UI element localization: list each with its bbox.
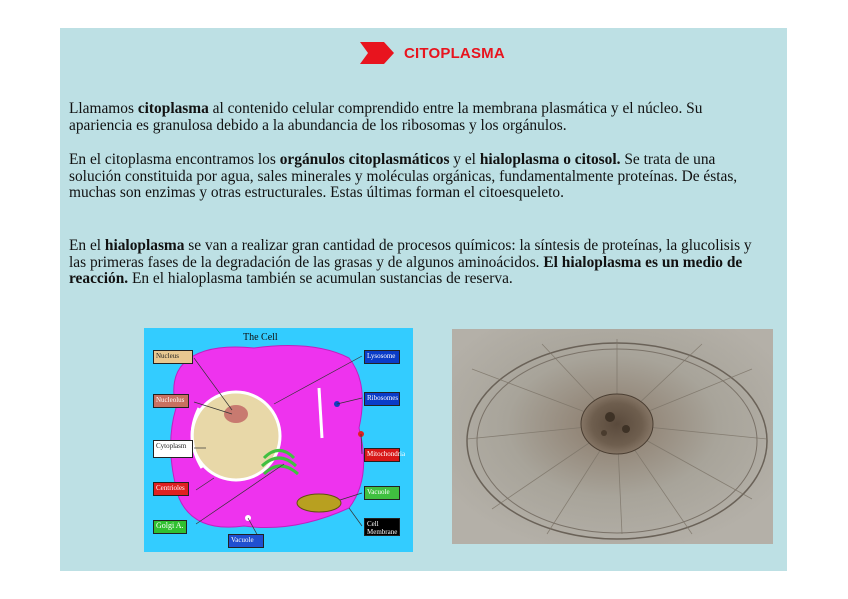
label-cell-membrane: Cell Membrane	[364, 518, 400, 536]
label-vacuole: Vacuole	[364, 486, 400, 500]
label-cytoplasm: Cytoplasm	[153, 440, 193, 458]
paragraph-3	[69, 238, 769, 288]
page-title: CITOPLASMA	[404, 44, 505, 62]
label-centrioles: Centrioles	[153, 482, 189, 496]
chevron-arrow-icon	[360, 42, 394, 64]
p3-segment: En el	[69, 237, 105, 254]
paragraph-2	[69, 152, 769, 202]
p2-segment: hialoplasma o citosol.	[479, 151, 621, 168]
p3-segment: El hialoplasma es un medio de reacción.	[69, 253, 743, 287]
cell-diagram-image	[144, 328, 413, 552]
label-nucleus: Nucleus	[153, 350, 193, 364]
p3-segment: se van a realizar gran cantidad de procesos químicos: la síntesis de proteínas, la glucolisis y las primeras fases de la degradación de las grasas y de algunos aminoácidos.	[69, 237, 752, 271]
label-ribosomes: Ribosomes	[364, 392, 400, 406]
paragraph-1	[69, 101, 769, 134]
p1-segment: Llamamos	[69, 100, 138, 117]
p1-segment: al contenido celular comprendido entre la membrana plasmática y el núcleo. Su apariencia es granulosa debido a la abundancia de los ribosomas y los orgánulos.	[69, 100, 703, 134]
label-lysosome: Lysosome	[364, 350, 400, 364]
cell-micrograph-image	[452, 329, 773, 544]
label-nucleolus: Nucleolus	[153, 394, 189, 408]
p3-segment: En el hialoplasma también se acumulan sustancias de reserva.	[128, 270, 513, 287]
slide	[60, 28, 787, 571]
label-extra: Vacuole	[228, 534, 264, 548]
title-row	[360, 40, 505, 66]
p2-segment: En el citoplasma encontramos los	[69, 151, 280, 168]
p2-segment: orgánulos citoplasmáticos	[279, 151, 450, 168]
p2-segment: y el	[449, 151, 480, 168]
p3-segment: hialoplasma	[104, 237, 185, 254]
label-golgi: Golgi A.	[153, 520, 187, 534]
micrograph-drawing	[452, 329, 773, 544]
p2-segment: Se trata de una solución constituida por agua, sales minerales y moléculas orgánicas, fundamentalmente proteínas. De éstas, muchas son enzimas y otras estructurales. Estas últimas forman el citoesqueleto.	[69, 151, 738, 201]
p1-segment: citoplasma	[137, 100, 209, 117]
label-mitochondria: Mitochondria	[364, 448, 400, 462]
cell-diagram-title: The Cell	[243, 332, 278, 343]
